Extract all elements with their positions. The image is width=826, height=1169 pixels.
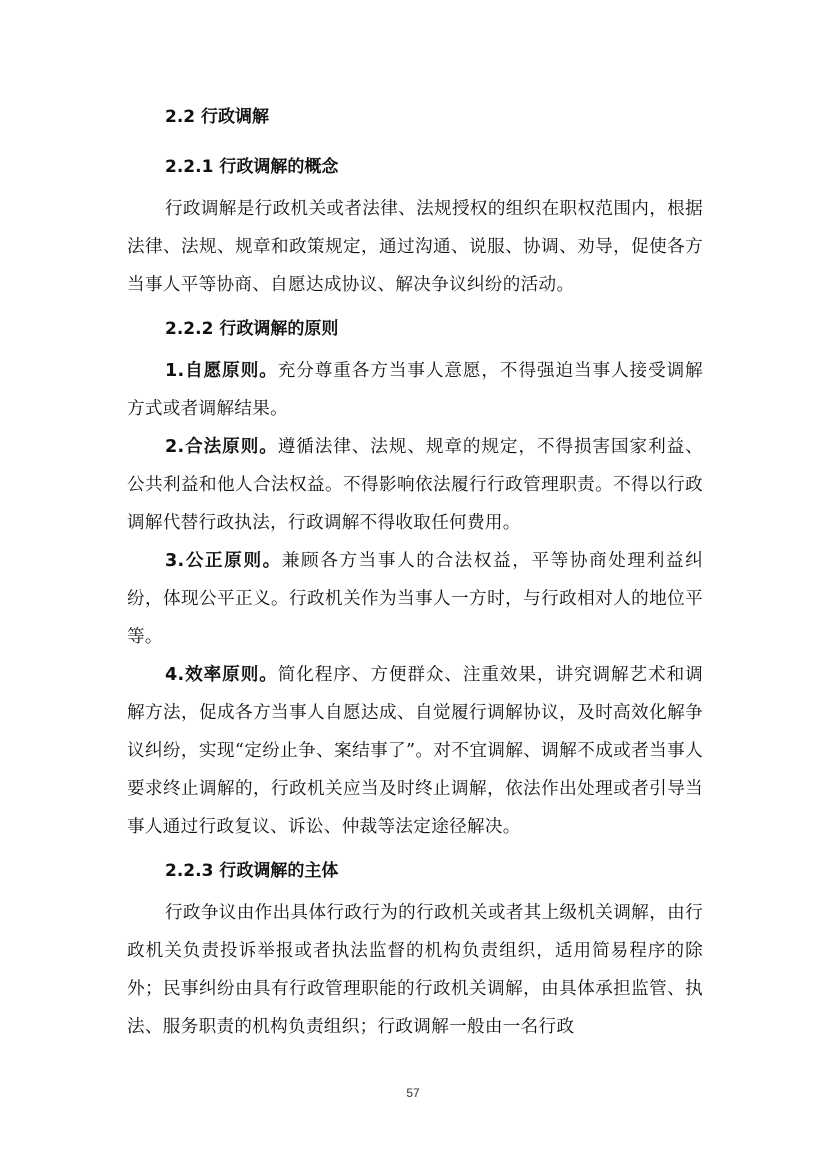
principle-lead: 2.合法原则。 [165,437,278,457]
subsection-heading-subject: 2.2.3 行政调解的主体 [165,861,339,881]
principle-text: 简化程序、方便群众、注重效果，讲究调解艺术和调解方法，促成各方当事人自愿达成、自觉履行调解协议，及时高效化解争议纠纷，实现“定纷止争、案结事了”。对不宜调解、调解不成或者当事人要求终止调解的，行政机关应当及时终止调解，依法作出处理或者引导当事人通过行政复议、诉讼、仲裁等法定途径解决。 [127,665,703,837]
principle-lead: 1.自愿原则。 [165,361,278,381]
principle-paragraph-voluntary [127,352,703,428]
subject-paragraph: 行政争议由作出具体行政行为的行政机关或者其上级机关调解，由行政机关负责投诉举报或者执法监督的机构负责组织，适用简易程序的除外；民事纠纷由具有行政管理职能的行政机关调解，由具体承担监管、执法、服务职责的机构负责组织；行政调解一般由一名行政 [127,903,703,1037]
page-number: 57 [406,1086,420,1100]
principle-lead: 3.公正原则。 [165,551,282,571]
principle-paragraph-fair [127,542,703,656]
principle-lead: 4.效率原则。 [165,665,278,685]
principle-paragraph-legal [127,428,703,542]
principle-text: 充分尊重各方当事人意愿，不得强迫当事人接受调解方式或者调解结果。 [127,361,703,419]
principle-text: 遵循法律、法规、规章的规定，不得损害国家利益、公共利益和他人合法权益。不得影响依法履行行政管理职责。不得以行政调解代替行政执法，行政调解不得收取任何费用。 [127,437,703,533]
document-page [127,104,703,1046]
concept-paragraph: 行政调解是行政机关或者法律、法规授权的组织在职权范围内，根据法律、法规、规章和政策规定，通过沟通、说服、协调、劝导，促使各方当事人平等协商、自愿达成协议、解决争议纠纷的活动。 [127,199,703,295]
subsection-heading-concept: 2.2.1 行政调解的概念 [165,157,339,177]
principle-text: 兼顾各方当事人的合法权益，平等协商处理利益纠纷，体现公平正义。行政机关作为当事人一方时，与行政相对人的地位平等。 [127,551,704,647]
section-heading: 2.2 行政调解 [165,107,270,127]
subsection-heading-principles: 2.2.2 行政调解的原则 [165,319,339,339]
principle-paragraph-efficiency [127,656,703,846]
